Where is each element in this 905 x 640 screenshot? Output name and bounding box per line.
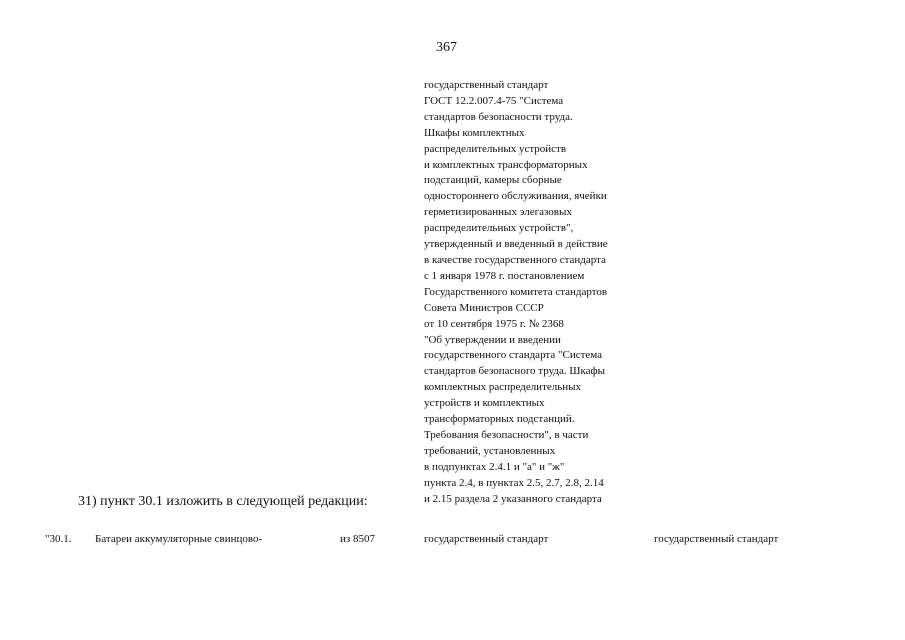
text-line: и комплектных трансформаторных <box>424 158 588 171</box>
product-code: из 8507 <box>340 533 375 545</box>
text-line: стандартов безопасного труда. Шкафы <box>424 365 606 378</box>
text-line: ГОСТ 12.2.007.4-75 "Система <box>424 94 564 107</box>
text-line: распределительных устройств", <box>424 222 574 235</box>
standard-right: государственный стандарт <box>654 533 779 545</box>
product-name: Батареи аккумуляторные свинцово- <box>95 533 263 545</box>
text-line: Требования безопасности", в части <box>424 428 589 441</box>
text-line: с 1 января 1978 г. постановлением <box>424 269 585 282</box>
text-line: государственный стандарт <box>424 79 549 91</box>
text-line: герметизированных элегазовых <box>424 206 572 219</box>
page-number: 367 <box>436 40 457 55</box>
text-line: требований, установленных <box>424 444 556 457</box>
text-line: утвержденный и введенный в действие <box>424 238 608 251</box>
text-line: "Об утверждении и введении <box>424 333 561 346</box>
text-line: трансформаторных подстанций. <box>424 413 575 426</box>
text-line: и 2.15 раздела 2 указанного стандарта <box>424 492 602 505</box>
text-line: от 10 сентября 1975 г. № 2368 <box>424 317 564 330</box>
text-line: одностороннего обслуживания, ячейки <box>424 190 607 203</box>
standard-description-block <box>424 78 674 507</box>
standard-left: государственный стандарт <box>424 533 549 545</box>
text-line: подстанций, камеры сборные <box>424 174 562 187</box>
text-line: государственного стандарта "Система <box>424 349 603 362</box>
text-line: комплектных распределительных <box>424 381 582 394</box>
row-number: "30.1. <box>45 533 72 545</box>
text-line: Государственного комитета стандартов <box>424 285 608 298</box>
text-line: устройств и комплектных <box>424 397 545 410</box>
text-line: Шкафы комплектных <box>424 126 525 139</box>
text-line: в подпунктах 2.4.1 и "а" и "ж" <box>424 460 565 473</box>
amendment-instruction: 31) пункт 30.1 изложить в следующей редакции: <box>78 494 368 509</box>
text-line: распределительных устройств <box>424 142 567 155</box>
text-line: Совета Министров СССР <box>424 301 544 314</box>
text-line: в качестве государственного стандарта <box>424 253 606 266</box>
text-line: пункта 2.4, в пунктах 2.5, 2.7, 2.8, 2.14 <box>424 476 604 489</box>
text-line: стандартов безопасности труда. <box>424 110 573 123</box>
